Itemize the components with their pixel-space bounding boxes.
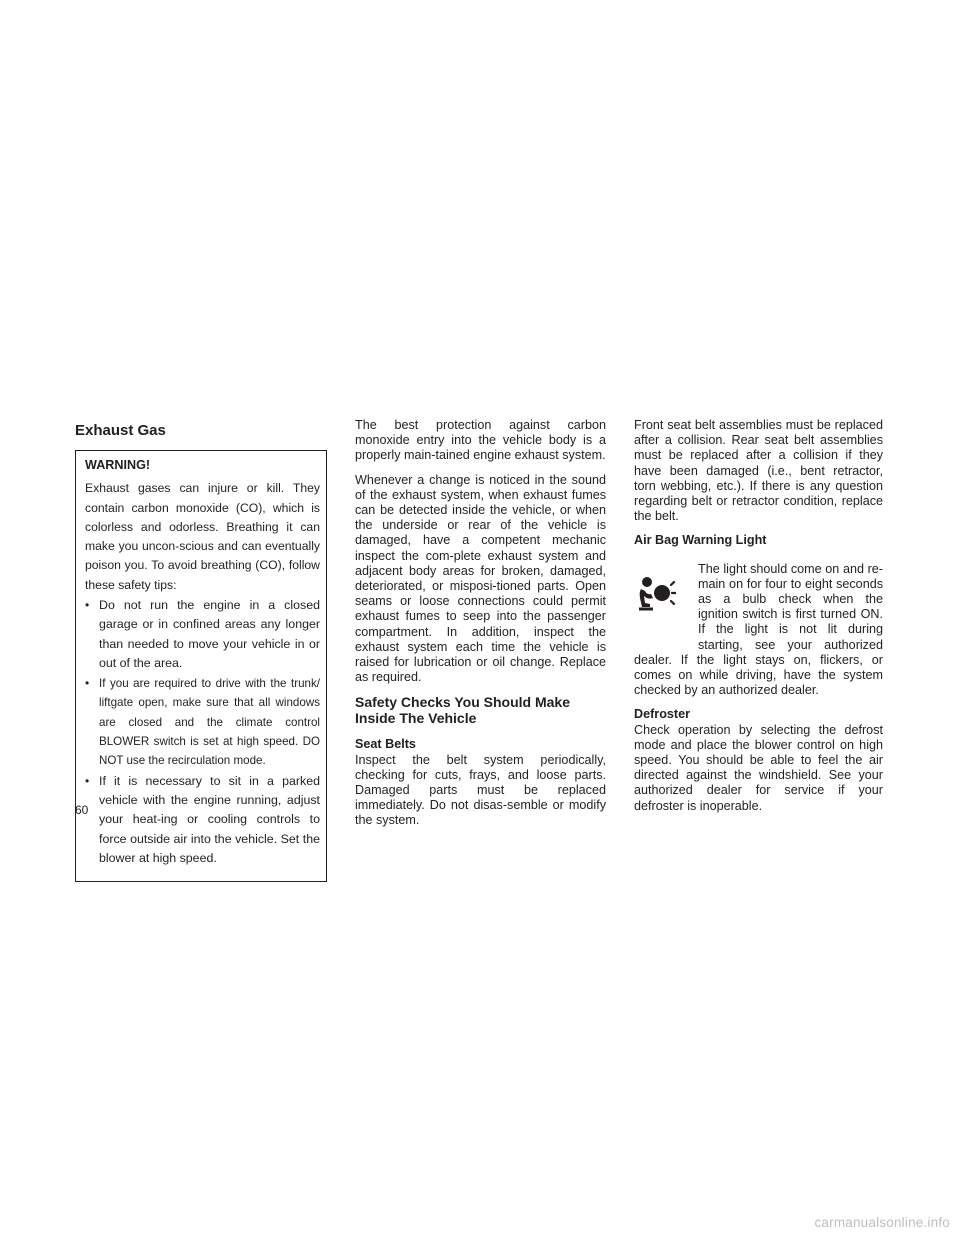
- airbag-warning-block: [634, 562, 883, 699]
- warning-box: [75, 450, 327, 882]
- airbag-warning-heading: Air Bag Warning Light: [634, 533, 767, 548]
- page-number: 60: [75, 803, 89, 817]
- right-column: [634, 418, 883, 823]
- belt-replacement-paragraph: Front seat belt assemblies must be replaced after a collision. Rear seat belt assemblies must be replaced after a collision if they have been damaged (i.e., bent retractor, torn webbing, etc.). If there is any question regarding belt or retractor condition, replace the belt.: [634, 418, 883, 524]
- watermark: carmanualsonline.info: [814, 1215, 950, 1230]
- exhaust-protection-paragraph: The best protection against carbon monoxide entry into the vehicle body is a properly main-tained engine exhaust system.: [355, 418, 606, 463]
- warning-title: WARNING!: [85, 458, 151, 472]
- warning-bullet-list: [85, 596, 320, 868]
- left-column: [75, 418, 327, 882]
- bullet-icon: •: [85, 773, 90, 788]
- section-title-exhaust-gas: Exhaust Gas: [75, 422, 166, 439]
- exhaust-inspection-paragraph: Whenever a change is noticed in the sound of the exhaust system, when exhaust fumes can be detected inside the vehicle, or when the underside or rear of the vehicle is damaged, have a competent mechanic inspect the com-plete exhaust system and adjacent body areas for broken, damaged, deteriorated, or misposi-tioned parts. Open seams or loose connections could permit exhaust fumes to seep into the passenger compartment. In addition, inspect the exhaust system each time the vehicle is raised for lubrication or oil change. Replace as required.: [355, 472, 606, 685]
- bullet-icon: •: [85, 676, 90, 691]
- middle-column: [355, 418, 606, 838]
- airbag-warning-icon: [634, 566, 698, 640]
- defroster-heading: Defroster: [634, 707, 690, 722]
- seat-belts-paragraph: Inspect the belt system periodically, checking for cuts, frays, and loose parts. Damaged parts must be replaced immediately. Do not disas-semble or modify the system.: [355, 752, 606, 828]
- airbag-warning-paragraph: The light should come on and re-main on for four to eight seconds as a bulb check when the ignition switch is first turned ON. If the light is not lit during starting, see your authorized dealer. If the light stays on, flickers, or comes on while driving, have the system checked by an authorized dealer.: [634, 561, 883, 698]
- warning-bullet-text: Do not run the engine in a closed garage or in confined areas any longer than needed to move your vehicle in or out of the area.: [99, 597, 320, 670]
- safety-checks-heading: Safety Checks You Should Make Inside The Vehicle: [355, 694, 570, 727]
- warning-text: Exhaust gases can injure or kill. They contain carbon monoxide (CO), which is colorless and odorless. Breathing it can make you uncon-scious and can eventually poison you. To avoid breathing (CO), follow these safety tips:: [85, 481, 320, 592]
- seat-belts-heading: Seat Belts: [355, 737, 416, 752]
- warning-bullet-item: [85, 772, 320, 868]
- warning-bullet-item: [85, 674, 320, 770]
- warning-bullet-item: [85, 596, 320, 673]
- warning-bullet-text: If it is necessary to sit in a parked vehicle with the engine running, adjust your heat-ing or cooling controls to force outside air into the vehicle. Set the blower at high speed.: [99, 773, 320, 865]
- bullet-icon: •: [85, 597, 90, 612]
- warning-bullet-text: If you are required to drive with the trunk/ liftgate open, make sure that all windows are closed and the climate control BLOWER switch is set at high speed. DO NOT use the recirculation mode.: [99, 677, 320, 768]
- defroster-paragraph: Check operation by selecting the defrost mode and place the blower control on high speed. You should be able to feel the air directed against the windshield. See your authorized dealer for service if your defroster is inoperable.: [634, 722, 883, 813]
